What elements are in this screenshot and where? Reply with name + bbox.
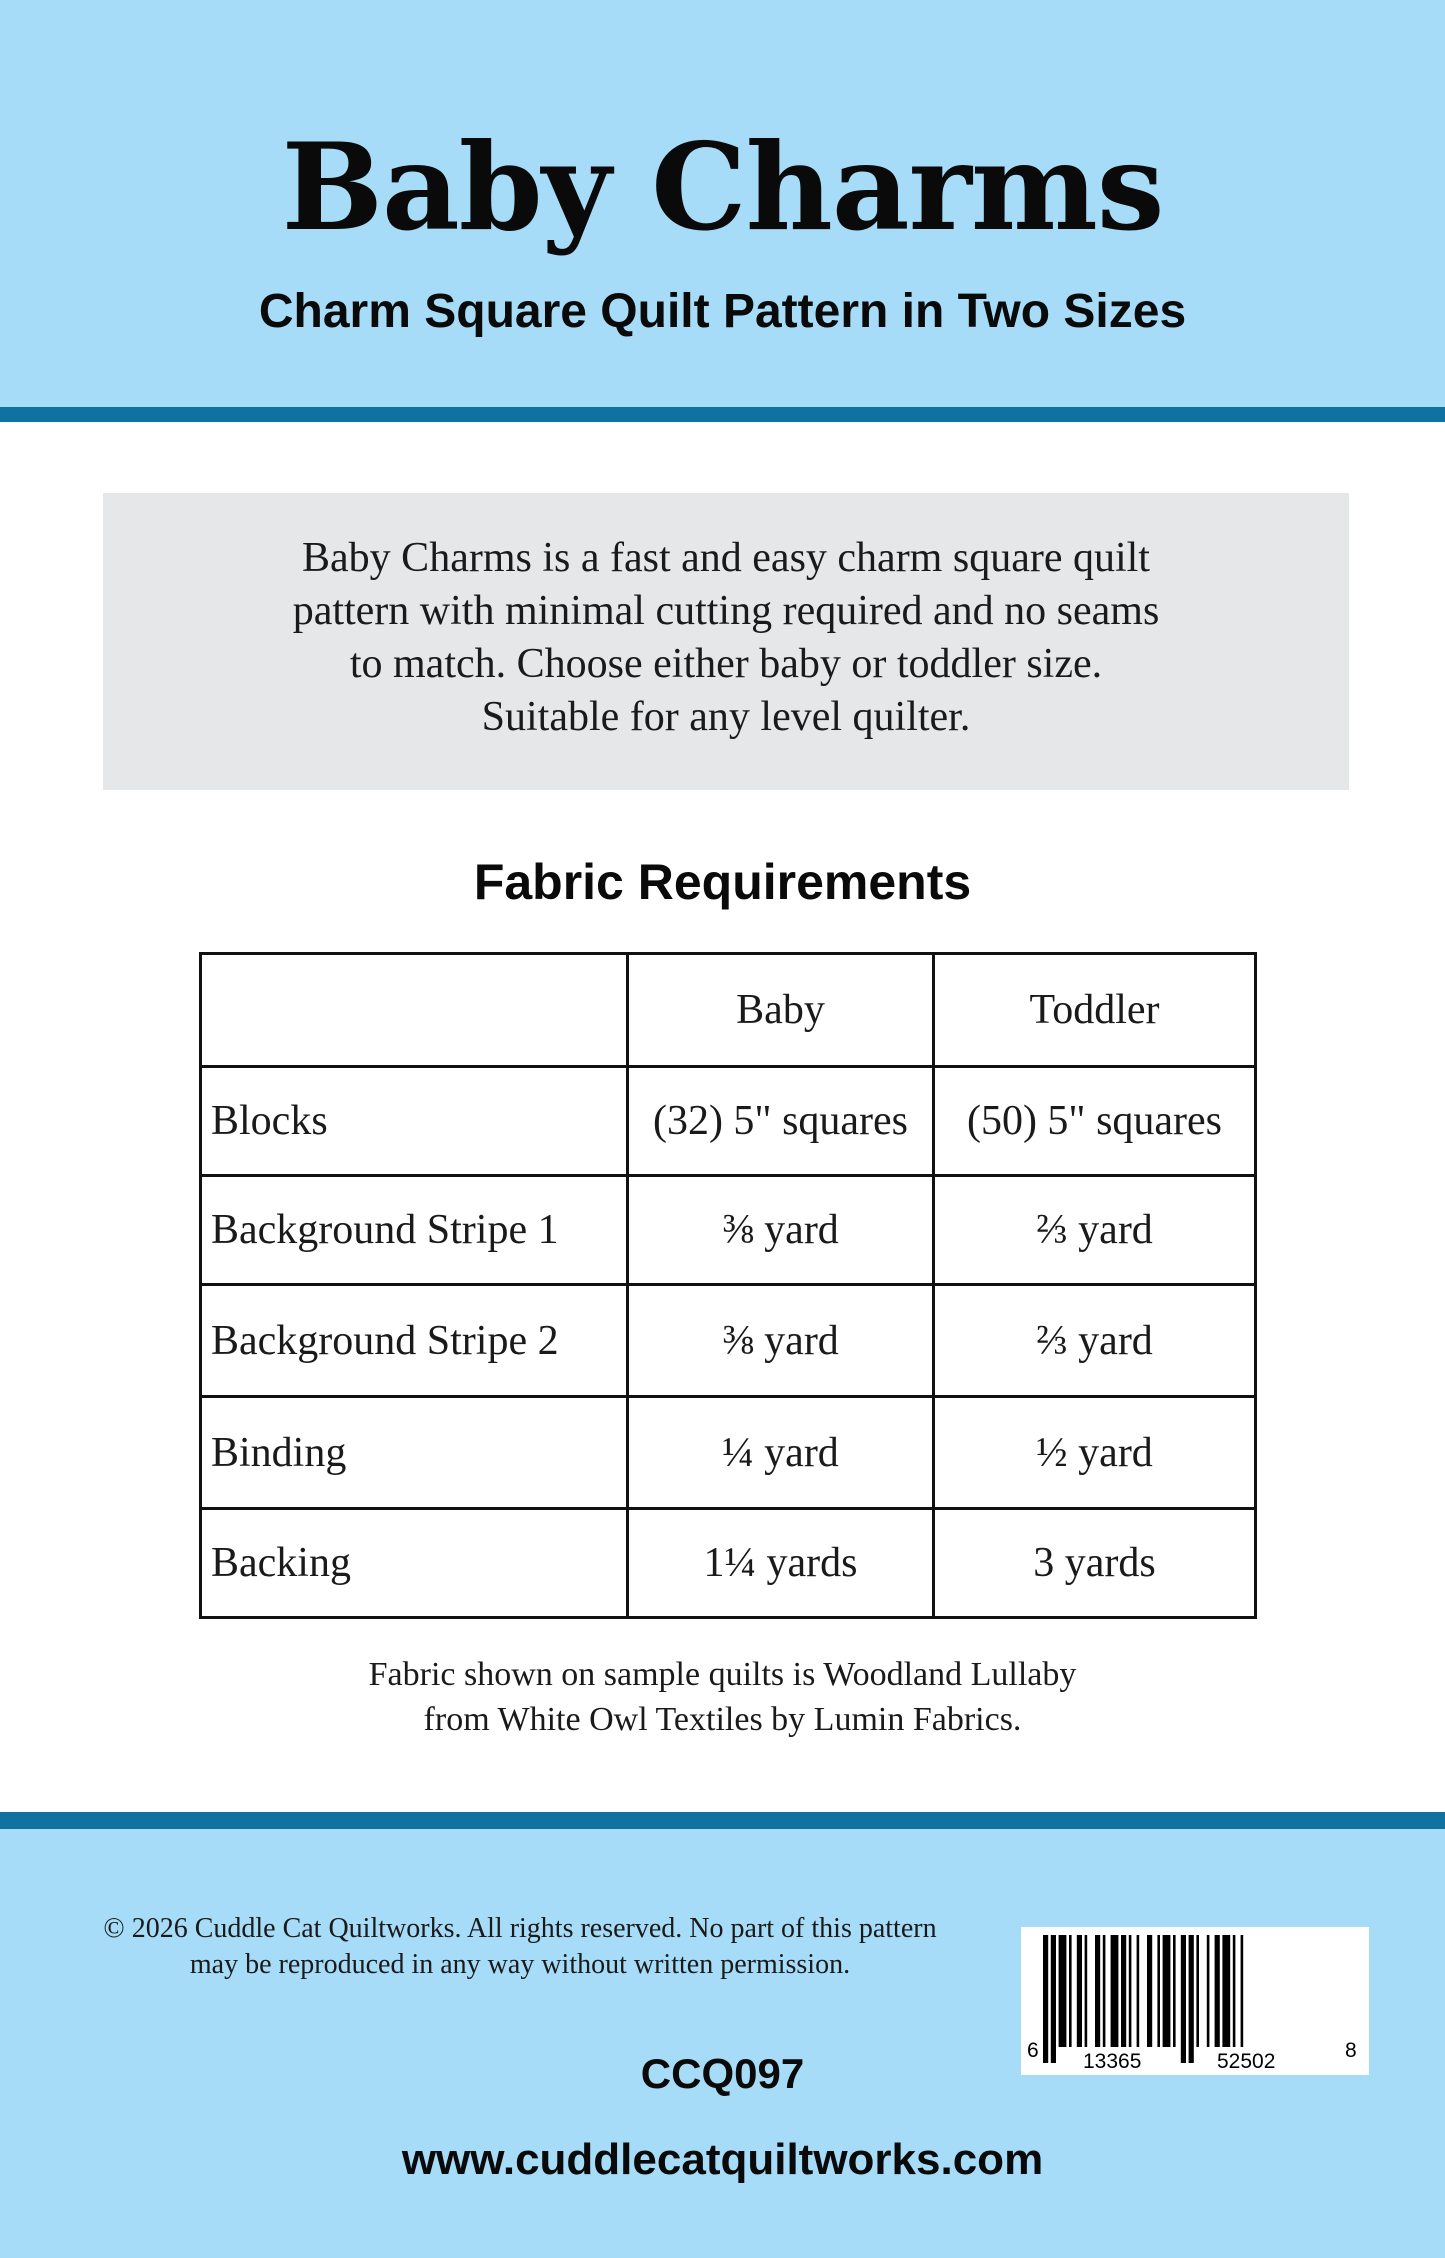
- barcode-bar: [1103, 1935, 1106, 2047]
- page-subtitle: Charm Square Quilt Pattern in Two Sizes: [258, 285, 1187, 338]
- baby-amount: ⅜ yard: [628, 1176, 934, 1285]
- row-label: Background Stripe 1: [201, 1176, 628, 1285]
- description-line: Baby Charms is a fast and easy charm square quilt: [302, 535, 1150, 581]
- barcode-bar: [1147, 1935, 1152, 2047]
- barcode-bar: [1189, 1935, 1194, 2063]
- barcode-bar: [1207, 1935, 1210, 2047]
- barcode-bar: [1059, 1935, 1067, 2047]
- fabric-note-line: from White Owl Textiles by Lumin Fabrics.: [423, 1701, 1022, 1738]
- barcode-bar: [1077, 1935, 1082, 2047]
- table-row: [201, 1176, 1256, 1285]
- website-link[interactable]: www.cuddlecatquiltworks.com: [401, 2135, 1044, 2184]
- row-label: Background Stripe 2: [201, 1285, 628, 1397]
- barcode-bar: [1111, 1935, 1119, 2047]
- barcode-last-digit: 8: [1345, 2039, 1357, 2062]
- fabric-requirements-table: [199, 952, 1257, 1619]
- description-text: [103, 532, 1349, 744]
- barcode-bar: [1215, 1935, 1220, 2047]
- barcode-bar: [1051, 1935, 1056, 2063]
- barcode-bar: [1163, 1935, 1171, 2047]
- barcode-bar: [1157, 1935, 1160, 2047]
- baby-amount: (32) 5" squares: [628, 1067, 934, 1176]
- fabric-note: [0, 1652, 1445, 1742]
- header-cell-toddler: Toddler: [934, 954, 1256, 1067]
- table-header-row: [201, 954, 1256, 1067]
- barcode-first-digit: 6: [1027, 2039, 1039, 2062]
- barcode-bar: [1241, 1935, 1244, 2047]
- baby-amount: ⅜ yard: [628, 1285, 934, 1397]
- table-row: [201, 1285, 1256, 1397]
- barcode-bar: [1129, 1935, 1132, 2047]
- copyright-line: © 2026 Cuddle Cat Quiltworks. All rights reserved. No part of this pattern: [103, 1913, 937, 1944]
- table-row: [201, 1509, 1256, 1618]
- row-label: Backing: [201, 1509, 628, 1618]
- page-title: Baby Charms: [281, 117, 1164, 258]
- barcode-bar: [1137, 1935, 1140, 2047]
- baby-amount: 1¼ yards: [628, 1509, 934, 1618]
- fabric-requirements-heading: Fabric Requirements: [473, 854, 972, 910]
- product-code: CCQ097: [640, 2050, 805, 2097]
- fabric-note-line: Fabric shown on sample quilts is Woodland Lullaby: [368, 1656, 1077, 1693]
- barcode-right-digits: 52502: [1217, 2050, 1276, 2073]
- header-divider-stripe: [0, 407, 1445, 422]
- barcode-left-digits: 13365: [1083, 2050, 1142, 2073]
- header-cell-baby: Baby: [628, 954, 934, 1067]
- barcode-bar: [1222, 1935, 1230, 2047]
- description-line: pattern with minimal cutting required and no seams: [292, 588, 1160, 634]
- barcode-bar: [1085, 1935, 1088, 2047]
- baby-amount: ¼ yard: [628, 1397, 934, 1509]
- barcode-bar: [1233, 1935, 1236, 2047]
- table-row: [201, 1397, 1256, 1509]
- barcode-bar: [1121, 1935, 1126, 2047]
- description-line: to match. Choose either baby or toddler size.: [349, 641, 1103, 687]
- toddler-amount: ½ yard: [934, 1397, 1256, 1509]
- copyright-notice: [70, 1911, 970, 1983]
- toddler-amount: ⅔ yard: [934, 1176, 1256, 1285]
- barcode-bar: [1173, 1935, 1176, 2047]
- row-label: Blocks: [201, 1067, 628, 1176]
- header-cell-blank: [201, 954, 628, 1067]
- barcode-bar: [1069, 1935, 1072, 2047]
- toddler-amount: 3 yards: [934, 1509, 1256, 1618]
- toddler-amount: (50) 5" squares: [934, 1067, 1256, 1176]
- barcode-bar: [1043, 1935, 1048, 2063]
- barcode-bar: [1181, 1935, 1186, 2063]
- description-line: Suitable for any level quilter.: [481, 694, 971, 740]
- barcode-bar: [1095, 1935, 1100, 2047]
- row-label: Binding: [201, 1397, 628, 1509]
- footer-divider-stripe: [0, 1812, 1445, 1829]
- barcode-bar: [1196, 1935, 1199, 2047]
- table-row: [201, 1067, 1256, 1176]
- copyright-line: may be reproduced in any way without written permission.: [189, 1949, 851, 1980]
- toddler-amount: ⅔ yard: [934, 1285, 1256, 1397]
